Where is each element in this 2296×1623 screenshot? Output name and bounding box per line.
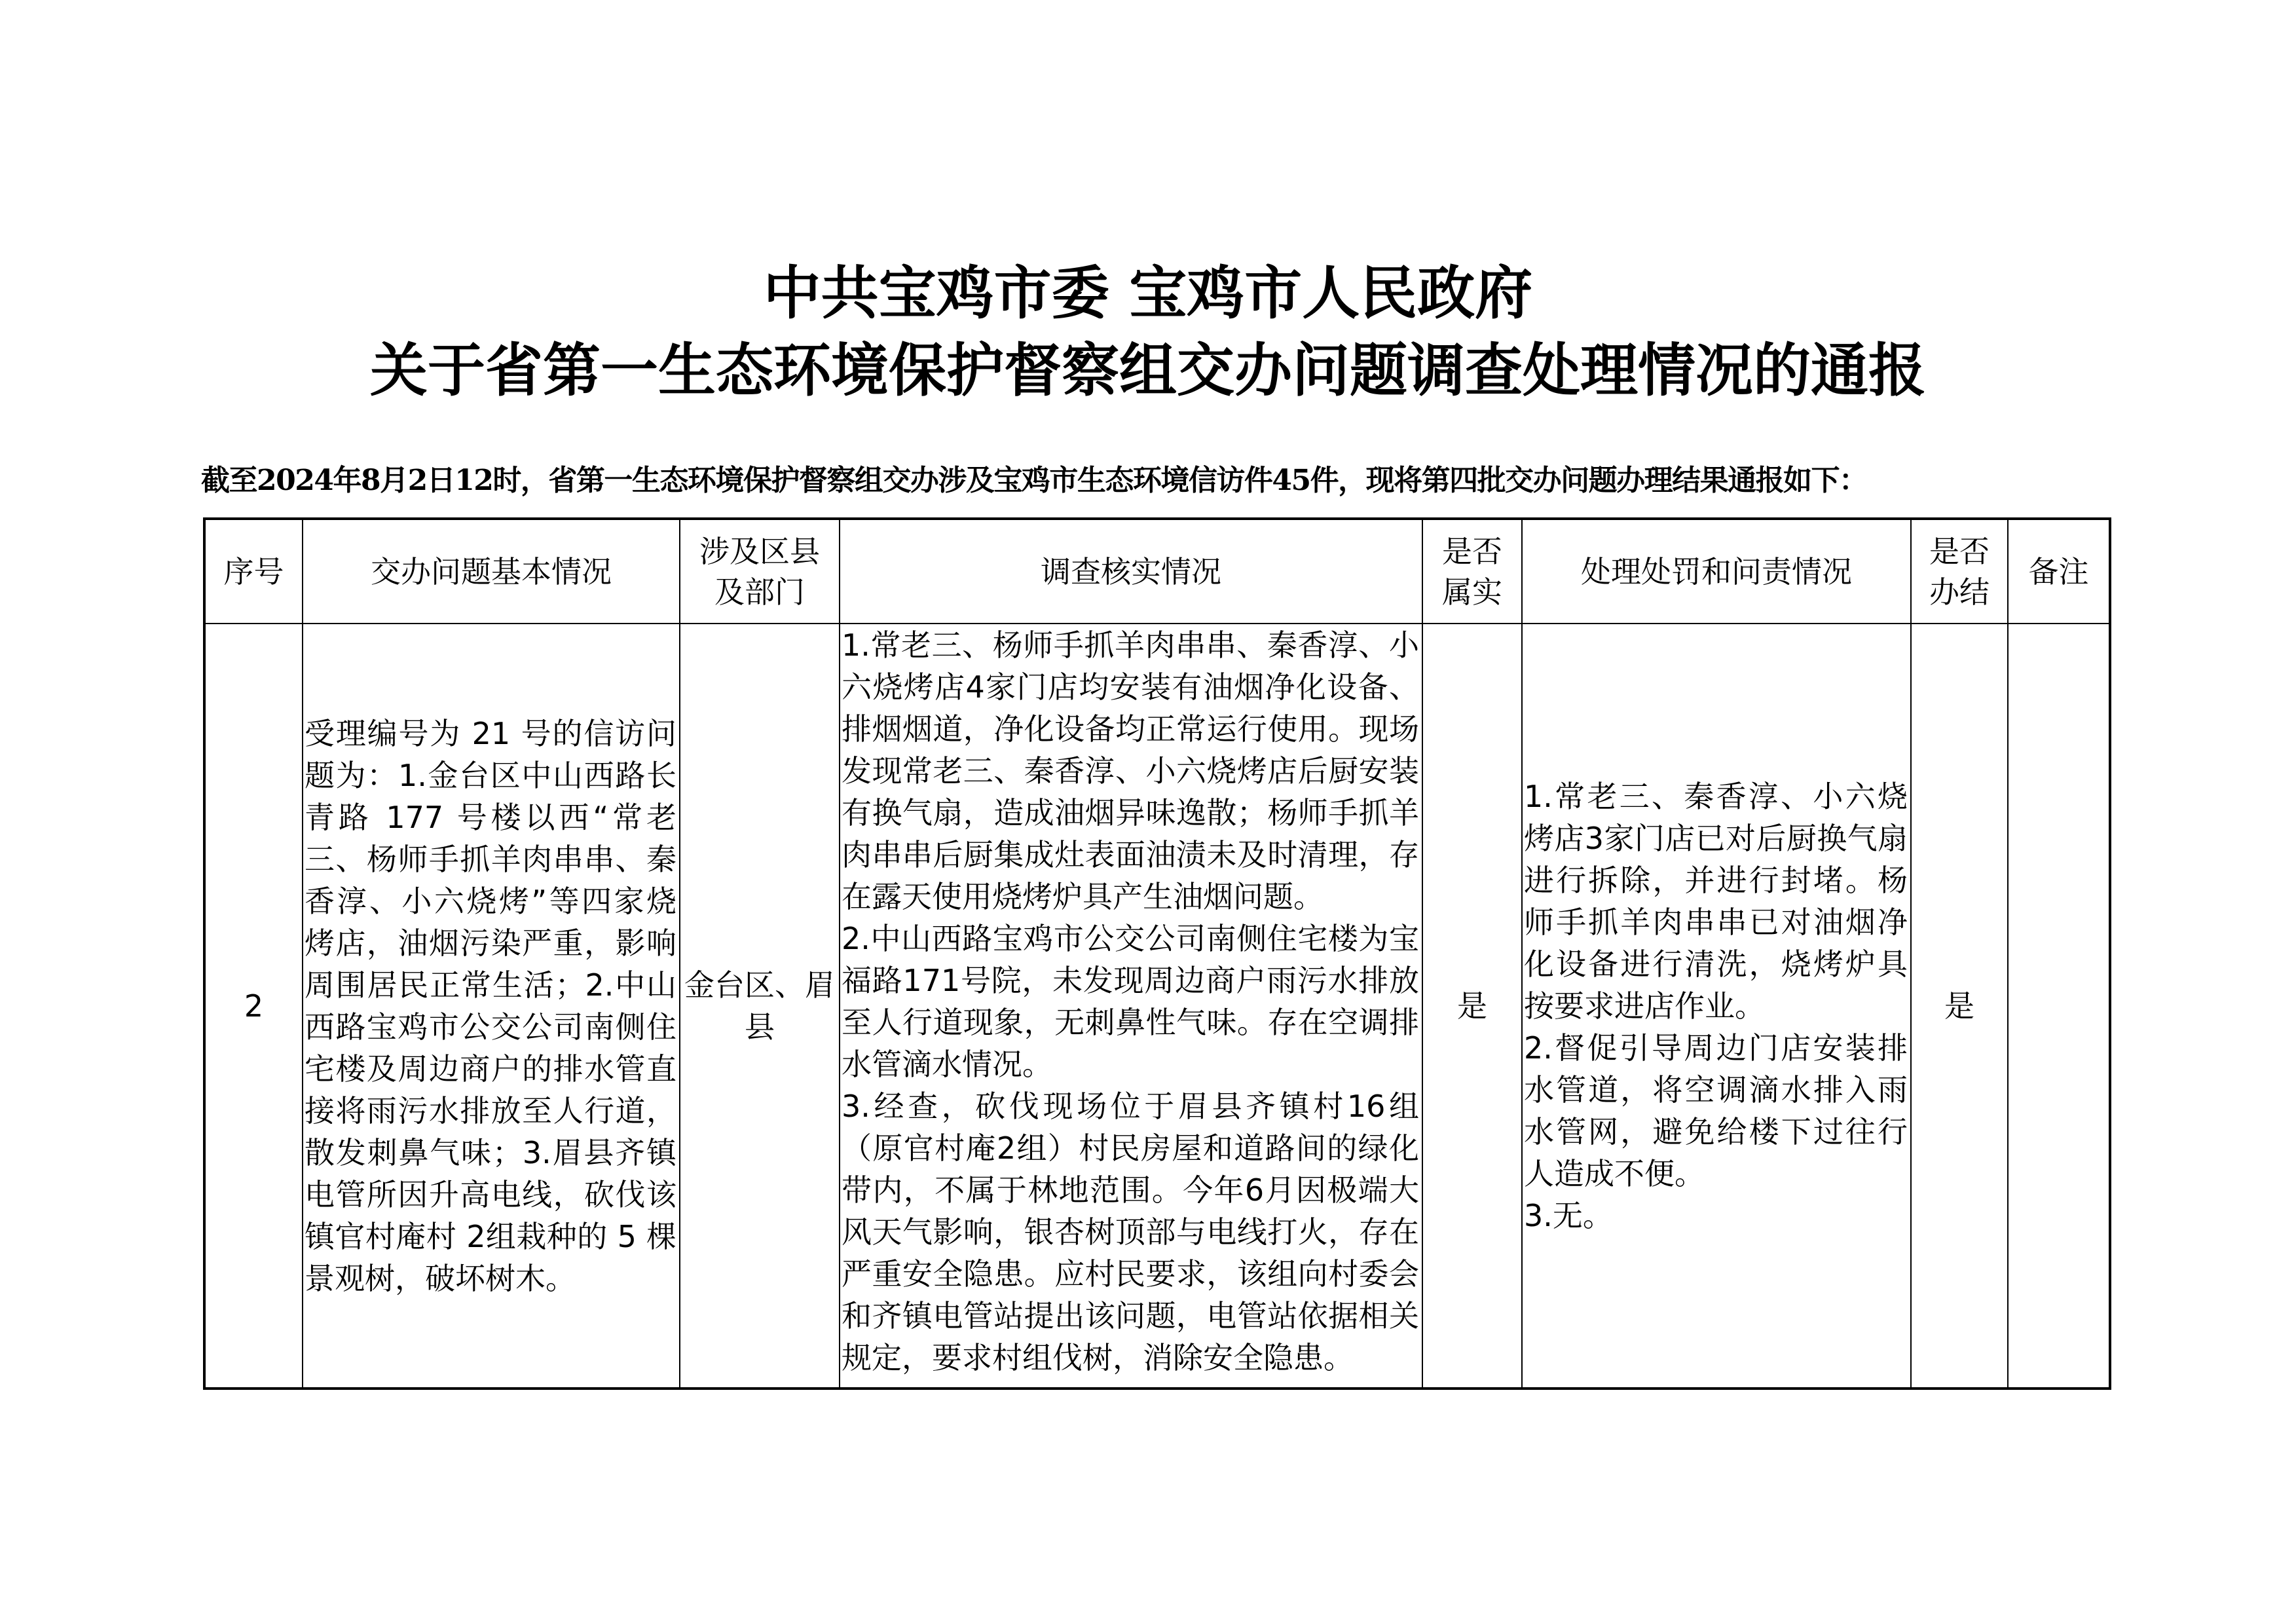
table-header-row xyxy=(204,519,2110,624)
header-closed-line2: 办结 xyxy=(1929,574,1990,610)
header-district-line2: 及部门 xyxy=(714,574,805,610)
header-seq: 序号 xyxy=(204,519,303,624)
handling-item-2: 2.督促引导周边门店安装排水管道，将空调滴水排入雨水管网，避免给楼下过往行人造成不便。 xyxy=(1524,1030,1908,1191)
document-title-line2: 关于省第一生态环境保护督察组交办问题调查处理情况的通报 xyxy=(369,336,1926,404)
cell-district: 金台区、眉县 xyxy=(680,624,840,1389)
intro-paragraph: 截至2024年8月2日12时，省第一生态环境保护督察组交办涉及宝鸡市生态环境信访件45件，现将第四批交办问题办理结果通报如下： xyxy=(201,464,1867,497)
cell-seq: 2 xyxy=(204,624,303,1389)
header-verified xyxy=(1422,519,1522,624)
cell-basic-info: 受理编号为 21 号的信访问题为：1.金台区中山西路长青路 177 号楼以西“常老三、杨师手抓羊肉串串、秦香淳、小六烧烤”等四家烧烤店，油烟污染严重，影响周围居民正常生活；2.中山西路宝鸡市公交公司南侧住宅楼及周边商户的排水管直接将雨污水排放至人行道，散发刺鼻气味；3.眉县齐镇电管所因升高电线，砍伐该镇官村庵村 2组栽种的 5 棵景观树，破坏树木。 xyxy=(303,624,680,1389)
header-remarks: 备注 xyxy=(2008,519,2110,624)
investigation-item-2: 2.中山西路宝鸡市公交公司南侧住宅楼为宝福路171号院，未发现周边商户雨污水排放至人行道现象，无刺鼻性气味。存在空调排水管滴水情况。 xyxy=(842,921,1419,1082)
header-verified-line1: 是否 xyxy=(1442,533,1502,569)
cell-investigation xyxy=(840,624,1422,1389)
report-table xyxy=(203,517,2111,1390)
handling-item-3: 3.无。 xyxy=(1524,1197,1613,1233)
cell-handling xyxy=(1522,624,1911,1389)
document-title-line1: 中共宝鸡市委 宝鸡市人民政府 xyxy=(763,259,1533,327)
header-closed xyxy=(1911,519,2008,624)
header-verified-line2: 属实 xyxy=(1442,574,1502,610)
cell-closed: 是 xyxy=(1911,624,2008,1389)
header-district-line1: 涉及区县 xyxy=(699,533,820,569)
table-row xyxy=(204,624,2110,1389)
handling-item-1: 1.常老三、秦香淳、小六烧烤店3家门店已对后厨换气扇进行拆除，并进行封堵。杨师手抓羊肉串串已对油烟净化设备进行清洗，烧烤炉具按要求进店作业。 xyxy=(1524,778,1908,1024)
cell-remarks xyxy=(2008,624,2110,1389)
header-basic-info: 交办问题基本情况 xyxy=(303,519,680,624)
header-investigation: 调查核实情况 xyxy=(840,519,1422,624)
investigation-item-1: 1.常老三、杨师手抓羊肉串串、秦香淳、小六烧烤店4家门店均安装有油烟净化设备、排烟烟道，净化设备均正常运行使用。现场发现常老三、秦香淳、小六烧烤店后厨安装有换气扇，造成油烟异味逸散；杨师手抓羊肉串串后厨集成灶表面油渍未及时清理，存在露天使用烧烤炉具产生油烟问题。 xyxy=(842,627,1419,914)
header-district xyxy=(680,519,840,624)
header-handling: 处理处罚和问责情况 xyxy=(1522,519,1911,624)
investigation-item-3: 3.经查，砍伐现场位于眉县齐镇村16组（原官村庵2组）村民房屋和道路间的绿化带内，不属于林地范围。今年6月因极端大风天气影响，银杏树顶部与电线打火，存在严重安全隐患。应村民要求，该组向村委会和齐镇电管站提出该问题，电管站依据相关规定，要求村组伐树，消除安全隐患。 xyxy=(842,1089,1419,1375)
header-closed-line1: 是否 xyxy=(1929,533,1990,569)
cell-verified: 是 xyxy=(1422,624,1522,1389)
